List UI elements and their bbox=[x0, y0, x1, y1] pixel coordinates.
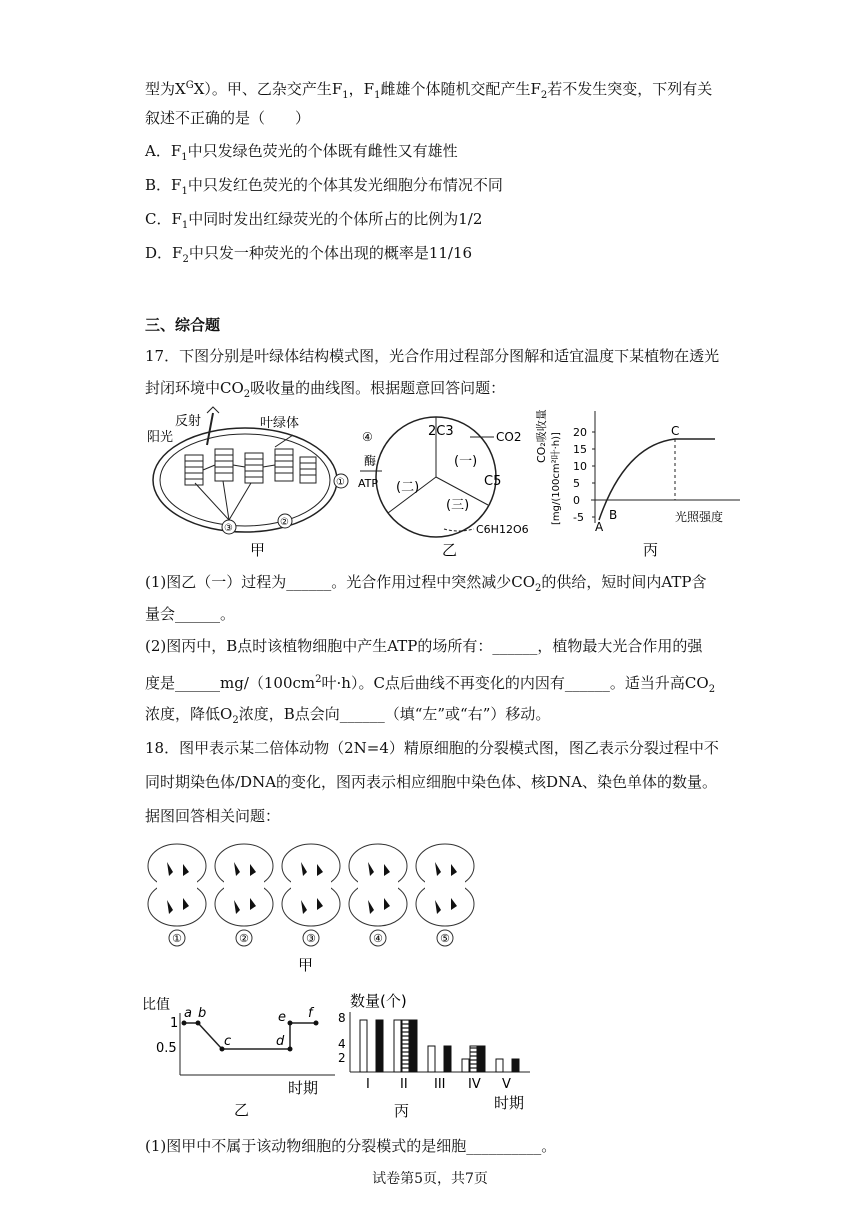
cell-label-5: ⑤ bbox=[440, 932, 450, 945]
label-2c3: 2C3 bbox=[428, 424, 454, 439]
co2-ytick: 0 bbox=[573, 494, 580, 507]
co2-ytick: 10 bbox=[573, 460, 587, 473]
cell-5 bbox=[416, 844, 474, 946]
bing-ylabel: CO₂吸收量 bbox=[535, 409, 548, 463]
calvin-cycle-figure bbox=[358, 405, 538, 560]
q18-line-1: 18．图甲表示某二倍体动物（2N=4）精原细胞的分裂模式图，图乙表示分裂过程中不 bbox=[145, 739, 719, 757]
bar-V-2 bbox=[512, 1059, 519, 1072]
cell-2 bbox=[215, 844, 273, 946]
ratio-line bbox=[184, 1023, 316, 1049]
point-a: A bbox=[595, 520, 604, 534]
label-sunlight: 阳光 bbox=[147, 430, 174, 445]
bar-IV-1 bbox=[470, 1046, 477, 1072]
caption-jia: 甲 bbox=[250, 541, 266, 559]
intro-line-2: 叙述不正确的是（ ） bbox=[145, 109, 311, 127]
cell-label-4: ④ bbox=[373, 932, 383, 945]
bing18-ytick-2: 2 bbox=[338, 1051, 346, 1065]
q18-line-2: 同时期染色体/DNA的变化，图丙表示相应细胞中染色体、核DNA、染色单体的数量。 bbox=[145, 773, 718, 791]
co2-ytick: 5 bbox=[573, 477, 580, 490]
label-circle-1: ① bbox=[336, 477, 345, 488]
bar-category: I bbox=[366, 1077, 370, 1092]
bar-II-1 bbox=[402, 1020, 409, 1072]
label-circle-3: ③ bbox=[224, 523, 233, 534]
yi-ylabel: 比值 bbox=[142, 997, 170, 1013]
count-bar-chart bbox=[330, 990, 540, 1120]
bar-III-2 bbox=[444, 1046, 451, 1072]
bar-category: IV bbox=[468, 1077, 481, 1092]
bar-category: III bbox=[434, 1077, 446, 1092]
label-co2: CO2 bbox=[496, 430, 522, 444]
bar-category: V bbox=[502, 1077, 511, 1092]
bing-yunit: [mg/(100cm²叶·h)] bbox=[551, 432, 562, 525]
co2-ytick: -5 bbox=[573, 511, 584, 524]
caption-q18-jia: 甲 bbox=[298, 956, 314, 972]
pt-c: c bbox=[224, 1034, 232, 1049]
bar-II-0 bbox=[394, 1020, 401, 1072]
yi-ytick-1: 1 bbox=[170, 1016, 179, 1031]
caption-q18-yi: 乙 bbox=[234, 1101, 250, 1119]
bar-category: II bbox=[400, 1077, 408, 1092]
q17-line-2: 封闭环境中$CO_2$吸收量的曲线图。根据题意回答问题： bbox=[145, 379, 506, 400]
ratio-chart bbox=[140, 995, 340, 1120]
pt-d: d bbox=[276, 1034, 285, 1049]
co2-curve-chart bbox=[535, 405, 750, 560]
label-enzyme: 酶 bbox=[364, 454, 377, 468]
bar-V-0 bbox=[496, 1059, 503, 1072]
page-footer: 试卷第5页，共7页 bbox=[372, 1171, 488, 1187]
bar-III-0 bbox=[428, 1046, 435, 1072]
q18-sub1: (1)图甲中不属于该动物细胞的分裂模式的是细胞__________。 bbox=[145, 1137, 557, 1155]
bing-xlabel: 光照强度 bbox=[675, 510, 724, 524]
q17-sub1-line-1: (1)图乙（一）过程为______。光合作用过程中突然减少$CO_2$的供给，短时间内ATP含 bbox=[145, 573, 707, 594]
bing18-ytick-8: 8 bbox=[338, 1011, 346, 1025]
bar-IV-0 bbox=[462, 1059, 469, 1072]
option-d[interactable]: D．$F_2$中只发一种荧光的个体出现的概率是11/16 bbox=[145, 244, 473, 265]
option-a[interactable]: A．$F_1$中只发绿色荧光的个体既有雌性又有雄性 bbox=[145, 142, 458, 163]
caption-bing: 丙 bbox=[643, 541, 659, 559]
q18-line-3: 据图回答相关问题： bbox=[145, 807, 281, 825]
bing18-xlabel: 时期 bbox=[494, 1094, 525, 1112]
point-c: C bbox=[671, 424, 680, 438]
bing18-ytick-4: 4 bbox=[338, 1037, 346, 1051]
option-c[interactable]: C．$F_1$中同时发出红绿荧光的个体所占的比例为1/2 bbox=[145, 210, 483, 231]
label-process-2: (二) bbox=[396, 480, 420, 495]
chloroplast-figure bbox=[145, 405, 355, 560]
cell-division-figure bbox=[140, 842, 480, 972]
label-process-1: (一) bbox=[454, 454, 478, 469]
label-4: ④ bbox=[362, 430, 373, 444]
q17-sub2-line-3: 浓度，降低$O_2$浓度，B点会向______（填“左”或“右”）移动。 bbox=[145, 705, 551, 726]
q17-sub2-line-1: (2)图丙中，B点时该植物细胞中产生ATP的场所有：______，植物最大光合作用的强 bbox=[145, 637, 703, 655]
option-b[interactable]: B．$F_1$中只发红色荧光的个体其发光细胞分布情况不同 bbox=[145, 176, 503, 197]
bar-IV-2 bbox=[478, 1046, 485, 1072]
cell-label-3: ③ bbox=[306, 932, 316, 945]
label-atp: ATP bbox=[358, 477, 379, 490]
yi-xlabel: 时期 bbox=[288, 1079, 319, 1097]
intro-line-1: 型为$X^GX$）。甲、乙杂交产生$F_1$，$F_1$雌雄个体随机交配产生$F_2$若不发生突变，下列有关 bbox=[145, 80, 713, 101]
pt-e: e bbox=[278, 1010, 286, 1025]
bing18-ylabel: 数量(个) bbox=[350, 992, 407, 1010]
cell-label-1: ① bbox=[172, 932, 182, 945]
pt-b: b bbox=[198, 1006, 207, 1021]
section-title: 三、综合题 bbox=[145, 316, 221, 334]
co2-ytick: 20 bbox=[573, 426, 587, 439]
bar-I-2 bbox=[376, 1020, 383, 1072]
yi-ytick-05: 0.5 bbox=[156, 1041, 177, 1056]
q17-line-1: 17．下图分别是叶绿体结构模式图，光合作用过程部分图解和适宜温度下某植物在透光 bbox=[145, 347, 720, 365]
caption-q18-bing: 丙 bbox=[394, 1102, 410, 1120]
cell-1 bbox=[148, 844, 206, 946]
label-reflect: 反射 bbox=[175, 414, 202, 429]
caption-yi: 乙 bbox=[442, 541, 458, 559]
cell-3 bbox=[282, 844, 340, 946]
bar-I-0 bbox=[360, 1020, 367, 1072]
point-b: B bbox=[609, 508, 618, 522]
label-circle-2: ② bbox=[280, 517, 289, 528]
cell-4 bbox=[349, 844, 407, 946]
label-c5: C5 bbox=[484, 474, 502, 489]
pt-a: a bbox=[184, 1006, 192, 1021]
cell-label-2: ② bbox=[239, 932, 249, 945]
q17-sub1-line-2: 量会______。 bbox=[145, 605, 236, 623]
pt-f: f bbox=[308, 1006, 313, 1021]
q17-sub2-line-2: 度是$\_\_\_\_\_\_mg/(100cm^2$叶·h）。C点后曲线不再变化的内因有______。适当升高$CO_2$ bbox=[145, 674, 716, 695]
bar-II-2 bbox=[410, 1020, 417, 1072]
label-glucose: C6H12O6 bbox=[476, 523, 529, 536]
co2-ytick: 15 bbox=[573, 443, 587, 456]
label-chloroplast: 叶绿体 bbox=[260, 416, 300, 431]
label-process-3: (三) bbox=[446, 498, 470, 513]
